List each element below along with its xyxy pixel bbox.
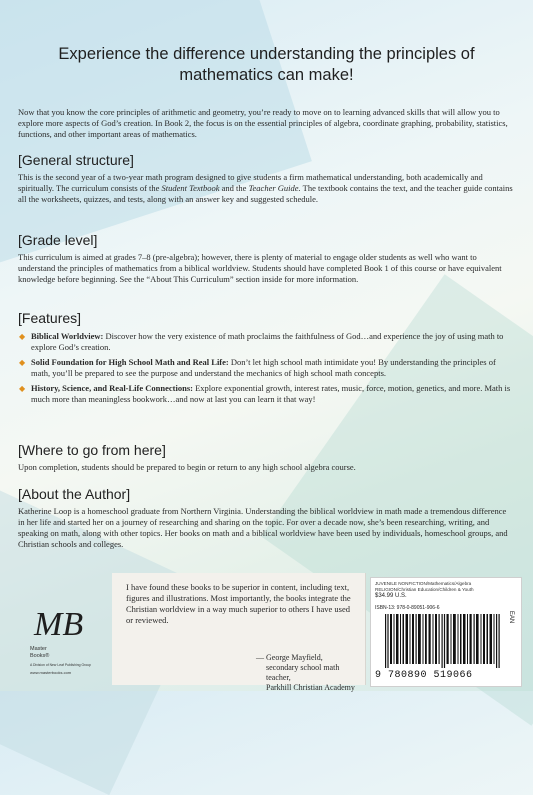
section-heading: [Where to go from here] — [18, 442, 166, 458]
isbn-label: ISBN-13: 978-0-89051-906-6 — [375, 605, 440, 611]
attribution-org: Parkhill Christian Academy — [266, 683, 355, 692]
section-grade-level — [18, 232, 515, 285]
testimonial-text: I have found these books to be superior in content, including text, figures and illustrations. Most importantly, the books integrate the Christian worldview in a way much superior to others I have used or reviewed. — [126, 582, 351, 625]
master-books-logo — [28, 606, 91, 680]
price-label: $34.99 U.S. — [375, 593, 407, 599]
section-text: Katherine Loop is a homeschool graduate from Northern Virginia. Understanding the biblical worldview in math made a tremendous difference in her life and started her on a journey of researching and sharing on the topic. For over a decade now, she’s been researching, writing, and speaking on math, along with other topics. Her books on math and a biblical worldview have been used by individuals, homeschool groups, and Christian schools and colleges. — [18, 506, 508, 549]
section-heading: [General structure] — [18, 152, 134, 168]
logo-tagline: A Division of New Leaf Publishing Group — [30, 663, 91, 667]
features-list — [18, 331, 515, 405]
section-heading: [Features] — [18, 310, 82, 326]
logo-url: www.masterbooks.com — [30, 670, 72, 675]
headline: Experience the difference understanding the principles of mathematics can make! — [58, 45, 475, 84]
section-general-structure — [18, 152, 515, 205]
diamond-bullet-icon: ◆ — [19, 384, 26, 393]
logo-mark: MB — [34, 606, 84, 643]
logo-text: Books® — [30, 653, 50, 659]
section-about-author — [18, 486, 515, 550]
barcode-panel — [370, 577, 522, 687]
attribution-name: — George Mayfield, — [256, 653, 323, 662]
diamond-bullet-icon: ◆ — [19, 358, 26, 367]
intro-paragraph: Now that you know the core principles of arithmetic and geometry, you’re ready to move on to learning advanced skills that will allow you to explore more aspects of God’s creation. In Book 2, the focus is on the essential principles of algebra, coordinate graphing, probability, statistics, functions, and other important areas of mathematics. — [18, 107, 508, 139]
emphasis: Student Textbook — [161, 183, 220, 193]
section-heading: [Grade level] — [18, 232, 98, 248]
section-text: This curriculum is aimed at grades 7–8 (pre-algebra); however, there is plenty of material to engage older students as well who want to understand the principles of mathematics from a biblical worldview. Students should have completed Book 1 of this course or have equivalent knowledge before beginning. See the “About This Curriculum” section inside for more information. — [18, 252, 502, 284]
attribution-role: secondary school math teacher, — [266, 663, 340, 682]
ean-label: EAN — [507, 610, 514, 624]
section-text: This is the second year of a two-year math program designed to give students a firm mathematical understanding, both academically and spiritually. The curriculum consists of the Student Textbook and the Teacher Guide. The textbook contains the text, and the teacher guide contains all the worksheets, quizzes, and tests, along with an answer key and suggested schedule. — [18, 172, 513, 204]
section-where-to-go — [18, 442, 515, 473]
barcode-category: JUVENILE NONFICTION/Mathematics/Algebra RELIGION/Christian Education/Children & Youth — [375, 581, 474, 592]
section-heading: [About the Author] — [18, 486, 131, 502]
testimonial-attribution — [256, 653, 366, 693]
testimonial-box — [112, 573, 366, 692]
logo-text: Master — [30, 646, 47, 652]
emphasis: Teacher Guide. — [248, 183, 301, 193]
section-features — [18, 310, 515, 409]
list-item: ◆ History, Science, and Real-Life Connections: Explore exponential growth, interest rates, music, force, motion, genetics, and more. Math is much more than meaningless bookwork…and now at last you can learn it that way! — [19, 383, 511, 404]
list-item: ◆ Biblical Worldview: Discover how the very existence of math proclaims the faithfulness of God…and experience the joy of using math to explore God’s creation. — [19, 331, 504, 352]
barcode-number: 9 780890 519066 — [375, 670, 473, 681]
diamond-bullet-icon: ◆ — [19, 332, 26, 341]
barcode-icon — [385, 614, 503, 668]
section-text: Upon completion, students should be prepared to begin or return to any high school algebra course. — [18, 462, 356, 472]
list-item: ◆ Solid Foundation for High School Math and Real Life: Don’t let high school math intimidate you! By understanding the principles of math, you’ll be prepared to see the purpose and understand the mechanics of high school math concepts. — [19, 357, 496, 378]
